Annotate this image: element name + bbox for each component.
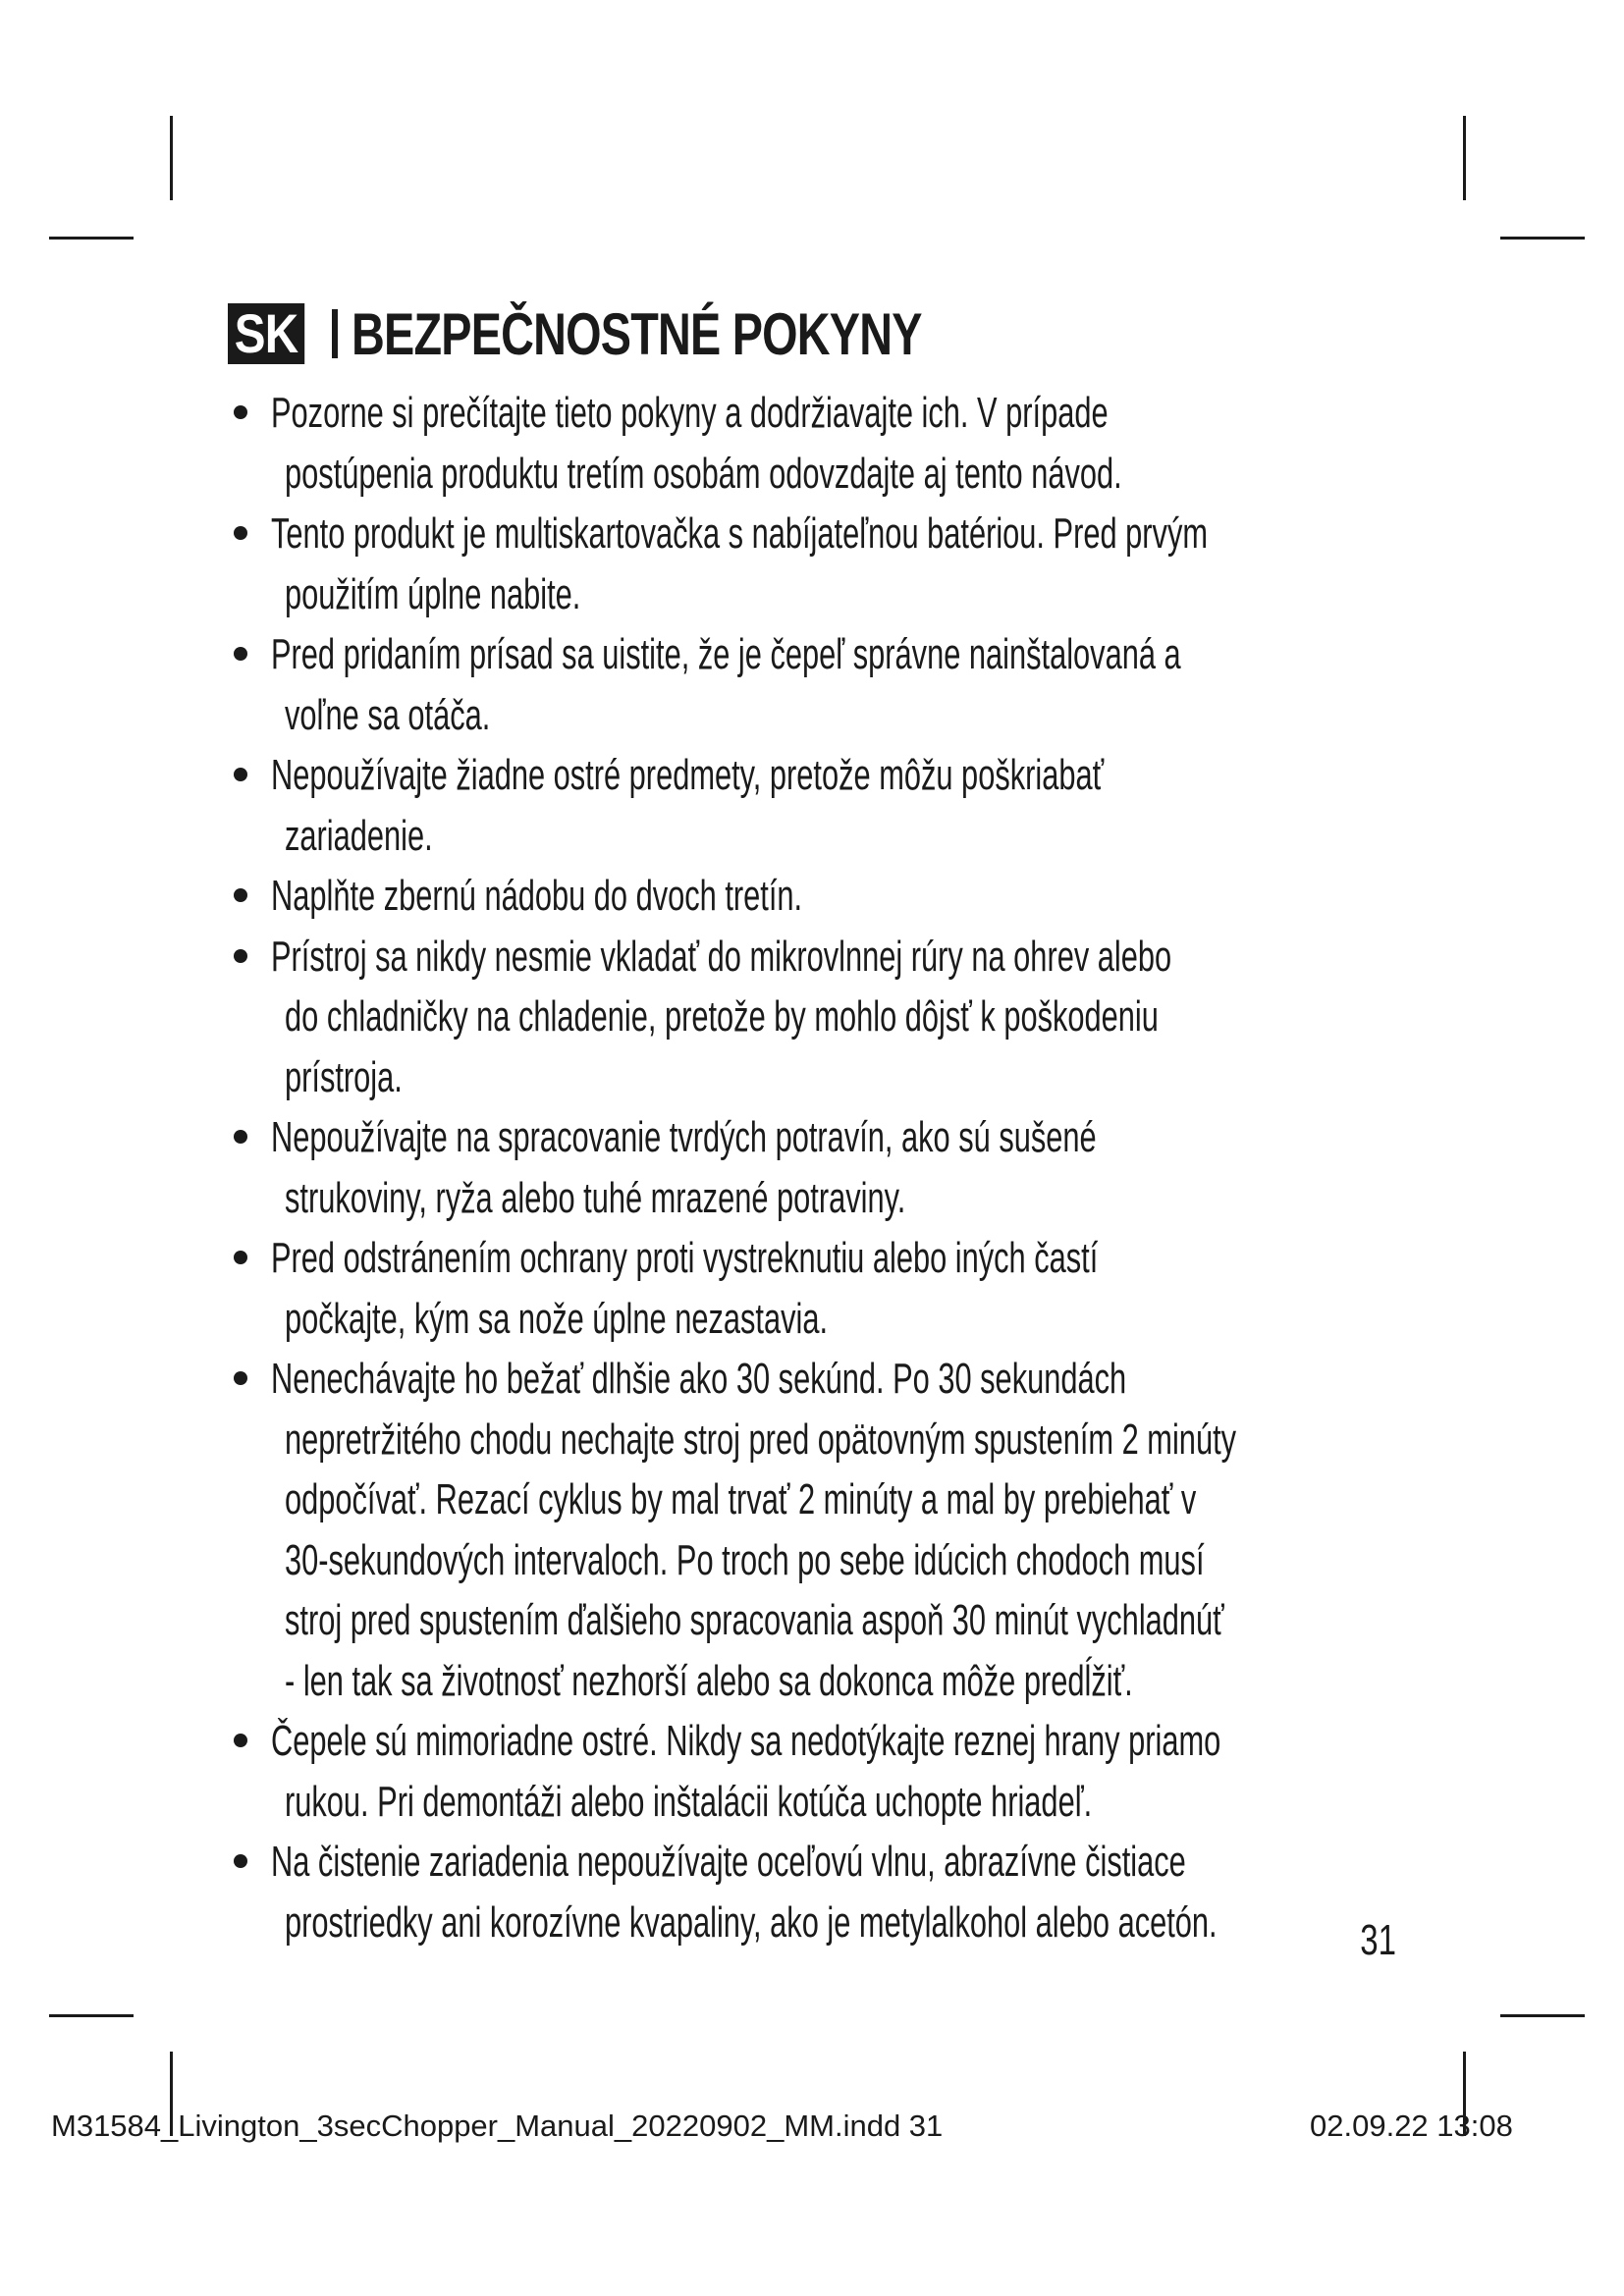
bullet-icon — [234, 768, 247, 781]
list-item-line: stroj pred spustením ďalšieho spracovania aspoň 30 minút vychladnúť — [285, 1596, 1224, 1644]
list-item-line: odpočívať. Rezací cyklus by mal trvať 2 minúty a mal by prebiehať v — [285, 1475, 1197, 1523]
bullet-icon — [234, 1734, 247, 1747]
bullet-icon — [234, 405, 247, 419]
list-item — [228, 383, 1416, 504]
list-item — [228, 1107, 1416, 1228]
section-heading — [228, 287, 1416, 381]
bullet-icon — [234, 1854, 247, 1868]
list-item-line: Čepele sú mimoriadne ostré. Nikdy sa nedotýkajte reznej hrany priamo — [271, 1717, 1221, 1765]
list-item-line: postúpenia produktu tretím osobám odovzdajte aj tento návod. — [285, 449, 1122, 498]
list-item-line: - len tak sa životnosť nezhorší alebo sa dokonca môže predĺžiť. — [285, 1656, 1133, 1705]
list-item — [228, 624, 1416, 745]
crop-mark-top-right-vertical — [1463, 116, 1466, 200]
bullet-icon — [234, 888, 247, 902]
bullet-icon — [234, 1130, 247, 1144]
footer-file-slug: M31584_Livington_3secChopper_Manual_20220902_MM.indd 31 — [51, 2109, 944, 2143]
list-item-line: strukoviny, ryža alebo tuhé mrazené potraviny. — [285, 1173, 906, 1222]
list-item-line: Na čistenie zariadenia nepoužívajte oceľovú vlnu, abrazívne čistiace — [271, 1838, 1186, 1886]
crop-mark-top-right-horizontal — [1500, 237, 1585, 240]
list-item — [228, 866, 1416, 927]
bullet-icon — [234, 949, 247, 963]
bullet-icon — [234, 1371, 247, 1385]
heading-separator — [332, 309, 338, 358]
crop-mark-bottom-right-horizontal — [1500, 2014, 1585, 2017]
list-item-line: Pozorne si prečítajte tieto pokyny a dodržiavajte ich. V prípade — [271, 389, 1109, 437]
page-number: 31 — [1360, 1916, 1396, 1964]
page-title: BEZPEČNOSTNÉ POKYNY — [351, 300, 922, 367]
list-item-line: nepretržitého chodu nechajte stroj pred opätovným spustením 2 minúty — [285, 1415, 1237, 1464]
list-item-line: 30-sekundových intervaloch. Po troch po sebe idúcich chodoch musí — [285, 1535, 1205, 1584]
list-item-line: počkajte, kým sa nože úplne nezastavia. — [285, 1294, 829, 1343]
list-item-line: zariadenie. — [285, 811, 433, 860]
list-item-line: použitím úplne nabite. — [285, 569, 581, 618]
safety-instructions-list — [228, 383, 1416, 1952]
bullet-icon — [234, 526, 247, 540]
language-badge: SK — [228, 303, 304, 364]
list-item — [228, 1711, 1416, 1832]
list-item-line: rukou. Pri demontáži alebo inštalácii kotúča uchopte hriadeľ. — [285, 1777, 1093, 1826]
list-item-line: Nenechávajte ho bežať dlhšie ako 30 sekúnd. Po 30 sekundách — [271, 1355, 1127, 1403]
list-item — [228, 1349, 1416, 1711]
footer-date: 02.09.22 13:08 — [1310, 2109, 1513, 2143]
list-item-line: Prístroj sa nikdy nesmie vkladať do mikrovlnnej rúry na ohrev alebo — [271, 932, 1172, 981]
list-item-line: Naplňte zbernú nádobu do dvoch tretín. — [271, 872, 803, 920]
crop-mark-top-left-vertical — [170, 116, 173, 200]
list-item-line: Nepoužívajte žiadne ostré predmety, pretože môžu poškriabať — [271, 751, 1105, 799]
list-item — [228, 1832, 1416, 1952]
bullet-icon — [234, 1251, 247, 1264]
crop-mark-top-left-horizontal — [49, 237, 134, 240]
list-item — [228, 745, 1416, 866]
list-item-line: Tento produkt je multiskartovačka s nabíjateľnou batériou. Pred prvým — [271, 509, 1209, 558]
list-item-line: prostriedky ani korozívne kvapaliny, ako je metylalkohol alebo acetón. — [285, 1897, 1218, 1947]
list-item-line: do chladničky na chladenie, pretože by mohlo dôjsť k poškodeniu — [285, 992, 1159, 1041]
list-item-line: Pred odstránením ochrany proti vystreknutiu alebo iných častí — [271, 1234, 1099, 1282]
list-item — [228, 1228, 1416, 1349]
bullet-icon — [234, 647, 247, 661]
page-content — [228, 287, 1416, 1952]
list-item-line: Pred pridaním prísad sa uistite, že je čepeľ správne nainštalovaná a — [271, 630, 1181, 678]
list-item-line: voľne sa otáča. — [285, 690, 491, 739]
crop-mark-bottom-left-horizontal — [49, 2014, 134, 2017]
list-item-line: Nepoužívajte na spracovanie tvrdých potravín, ako sú sušené — [271, 1113, 1097, 1161]
list-item — [228, 927, 1416, 1108]
list-item — [228, 504, 1416, 624]
list-item-line: prístroja. — [285, 1052, 403, 1101]
